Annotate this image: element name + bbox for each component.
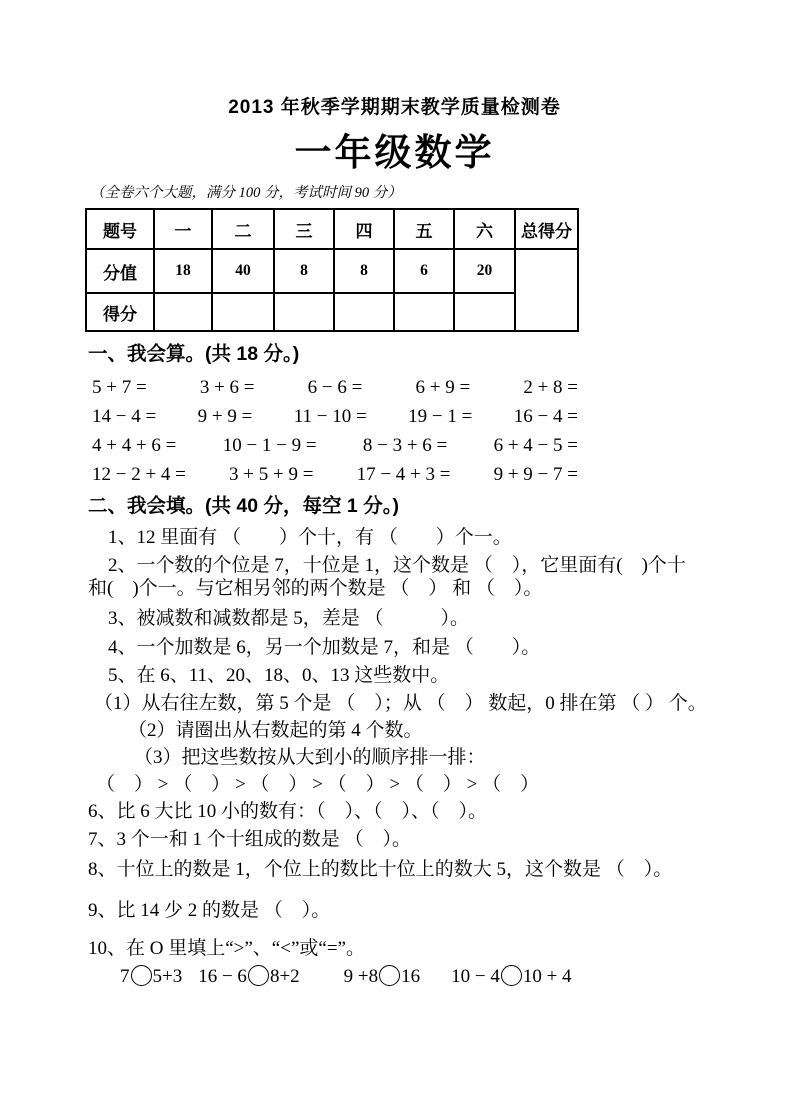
blank-circle-icon: [501, 965, 522, 986]
compare-circle-row: [120, 965, 789, 989]
header-cell-question-no: 题号: [86, 209, 154, 249]
equation: 6 − 6 =: [307, 377, 363, 398]
header-cell-total: 总得分: [515, 209, 578, 249]
compare-left: 10 − 4: [451, 966, 500, 987]
question-3: 3、被减数和减数都是 5，差是 （ ）。: [108, 608, 470, 629]
header-cell-3: 三: [274, 209, 334, 249]
blank-circle-icon: [131, 965, 152, 986]
earned-blank-cell: [274, 293, 334, 331]
question-8: 8、十位上的数是 1，个位上的数比十位上的数大 5，这个数是 （ ）。: [88, 859, 673, 880]
question-5: 5、在 6、11、20、18、0、13 这些数中。: [108, 665, 450, 686]
compare-left: 7: [120, 966, 130, 987]
equation: 9 + 9 =: [197, 406, 253, 427]
equation: 12 − 2 + 4 =: [92, 464, 186, 485]
score-value-cell: 8: [334, 249, 394, 293]
earned-label-cell: 得分: [86, 293, 154, 331]
ordering-blanks-row: （ ） > （ ） > （ ） > （ ） > （ ） > （ ）: [96, 774, 540, 795]
question-5-sub3: （3）把这些数按从大到小的顺序排一排：: [134, 747, 486, 768]
equation: 6 + 4 − 5 =: [493, 435, 578, 456]
compare-item: [198, 965, 299, 989]
question-5-sub1: （1）从右往左数，第 5 个是 （ ）；从 （ ） 数起，0 排在第 （ ） 个。: [94, 693, 707, 714]
earned-blank-cell: [334, 293, 394, 331]
question-10: 10、在 O 里填上“>”、“<”或“=”。: [88, 938, 365, 959]
score-table: [85, 208, 579, 332]
header-cell-6: 六: [454, 209, 515, 249]
equation-row: [92, 463, 578, 486]
section2-heading: 二、我会填。(共 40 分，每空 1 分。): [88, 495, 399, 517]
score-table-header-row: [86, 209, 578, 249]
equation: 6 + 9 =: [415, 377, 471, 398]
equation: 14 − 4 =: [92, 406, 157, 427]
main-title: 一年级数学: [294, 133, 495, 174]
blank-circle-icon: [248, 965, 269, 986]
compare-right: 16: [401, 966, 421, 987]
question-7: 7、3 个一和 1 个十组成的数是 （ ）。: [88, 829, 412, 850]
score-value-cell: 20: [454, 249, 515, 293]
compare-item: [451, 965, 571, 989]
equation: 3 + 5 + 9 =: [229, 464, 314, 485]
exam-subtitle: （全卷六个大题，满分 100 分，考试时间 90 分）: [90, 185, 402, 201]
earned-blank-cell: [394, 293, 454, 331]
question-4: 4、一个加数是 6，另一个加数是 7，和是 （ ）。: [108, 637, 541, 658]
equation: 2 + 8 =: [523, 377, 578, 398]
question-5-sub2: （2）请圈出从右数起的第 4 个数。: [128, 720, 423, 741]
header-cell-4: 四: [334, 209, 394, 249]
question-2-line1: 2、一个数的个位是 7，十位是 1，这个数是 （ ），它里面有( )个十: [108, 555, 686, 576]
question-1: 1、12 里面有 （ ）个十，有 （ ）个一。: [108, 527, 512, 548]
equation: 17 − 4 + 3 =: [356, 464, 451, 485]
equation: 8 − 3 + 6 =: [362, 435, 448, 456]
equation: 11 − 10 =: [293, 406, 367, 427]
equation: 5 + 7 =: [92, 377, 147, 398]
score-value-cell: 8: [274, 249, 334, 293]
equation: 4 + 4 + 6 =: [92, 435, 177, 456]
question-2-line2: 和( )个一。与它相另邻的两个数是 （ ） 和 （ ）。: [88, 578, 543, 599]
earned-blank-cell: [454, 293, 515, 331]
equation: 10 − 1 − 9 =: [222, 435, 317, 456]
score-value-cell: 18: [154, 249, 212, 293]
header-cell-1: 一: [154, 209, 212, 249]
earned-blank-cell: [154, 293, 212, 331]
exam-title: 2013 年秋季学期期末教学质量检测卷: [228, 97, 561, 118]
blank-circle-icon: [379, 965, 400, 986]
compare-right: 5+3: [152, 966, 183, 987]
equation: 3 + 6 =: [199, 377, 255, 398]
equation: 9 + 9 − 7 =: [493, 464, 578, 485]
compare-left: 9 +8: [343, 966, 379, 987]
compare-left: 16 − 6: [198, 966, 247, 987]
question-9: 9、比 14 少 2 的数是 （ ）。: [88, 900, 331, 921]
equation-row: [92, 434, 578, 457]
score-value-cell: 40: [212, 249, 274, 293]
header-cell-2: 二: [212, 209, 274, 249]
section1-heading: 一、我会算。(共 18 分。): [88, 343, 300, 365]
compare-item: [344, 965, 420, 989]
equation: 19 − 1 =: [408, 406, 473, 427]
earned-blank-cell: [212, 293, 274, 331]
compare-right: 10 + 4: [522, 966, 572, 987]
equation-row: [92, 405, 578, 428]
equation-row: [92, 376, 578, 399]
question-6: 6、比 6 大比 10 小的数有：（ ）、（ ）、（ ）。: [88, 801, 488, 822]
score-values-row: [86, 249, 578, 293]
total-score-blank-cell: [515, 249, 578, 331]
earned-score-row: [86, 293, 578, 331]
compare-right: 8+2: [269, 966, 300, 987]
equation: 16 − 4 =: [513, 406, 578, 427]
header-cell-5: 五: [394, 209, 454, 249]
score-value-cell: 6: [394, 249, 454, 293]
compare-item: [120, 965, 182, 989]
score-label-cell: 分值: [86, 249, 154, 293]
